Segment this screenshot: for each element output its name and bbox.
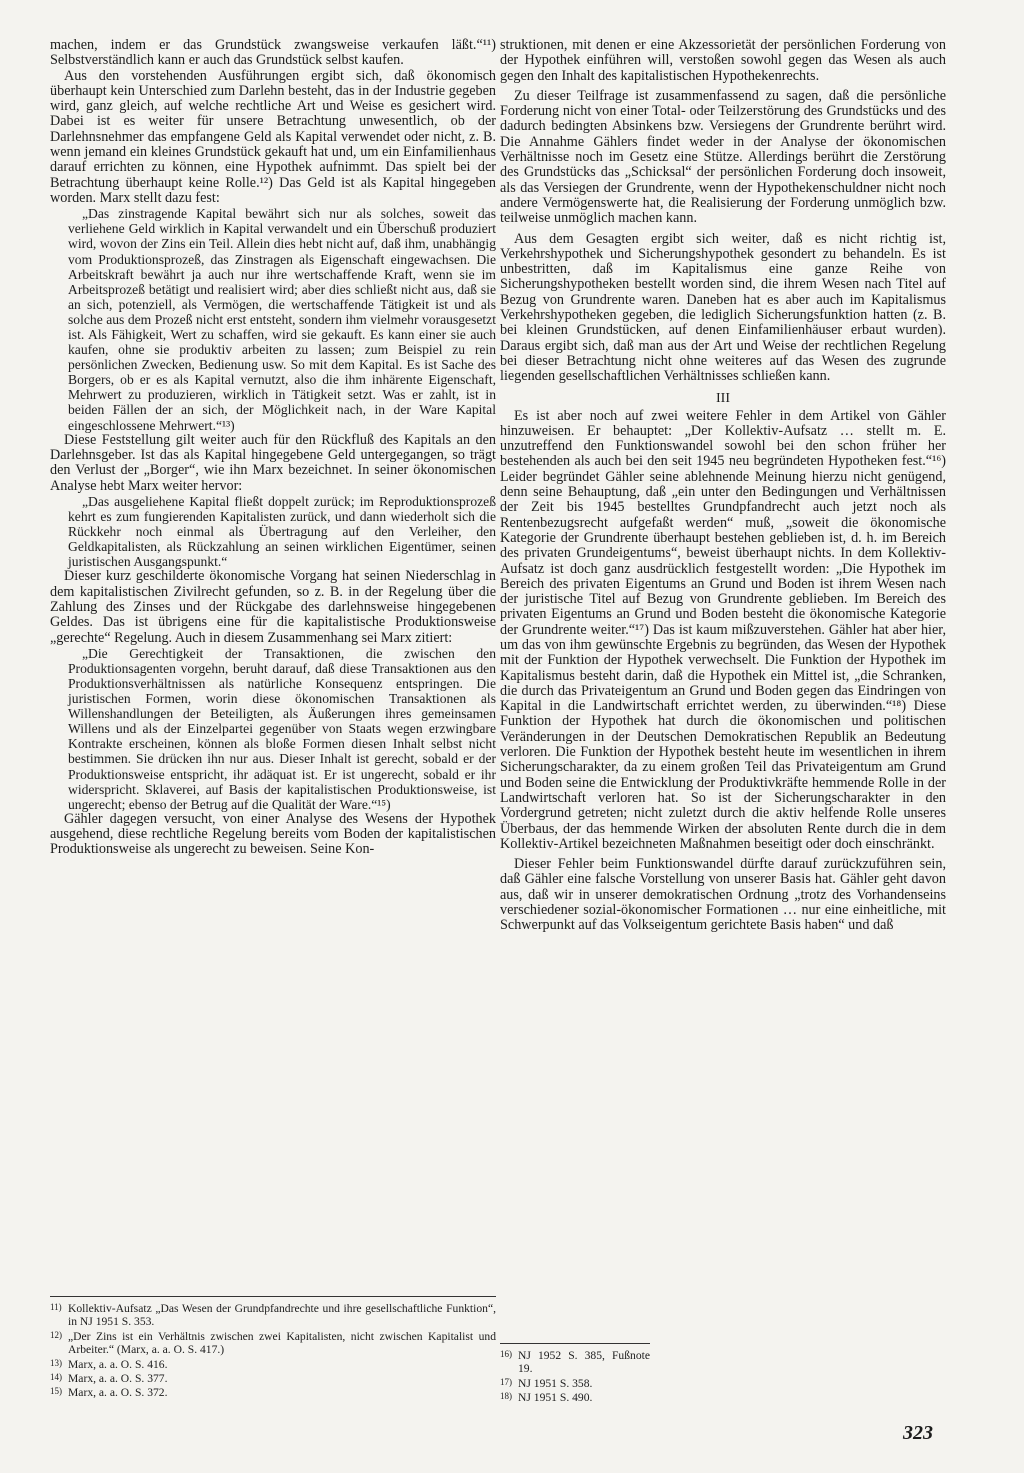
paragraph: Aus den vorstehenden Ausführungen ergibt sich, daß ökonomisch überhaupt kein Unterschied zum Darlehn besteht, das in der Industrie gegeben wird, ganz gleich, auf welche rechtliche Art und Weise es gesichert wird. Dabei ist es weiter für unsere Betrachtung unwesentlich, ob der Darlehnsnehmer das empfangene Geld als Kapital verwendet oder nicht, z. B. wenn jemand ein kleines Grundstück gekauft hat und, um ein Einfamilienhaus darauf errichten zu können, eine Hypothek aufnimmt. Das spielt bei der Betrachtung überhaupt keine Rolle.¹²) Das Geld ist als Kapital hingegeben worden. Marx stellt dazu fest: [50, 67, 496, 206]
footnotes-left [50, 1296, 496, 1400]
footnote-number: 14) [50, 1372, 62, 1383]
footnote-number: 17) [500, 1376, 512, 1387]
footnote [50, 1385, 496, 1399]
footnote [50, 1357, 496, 1371]
footnote-text: NJ 1951 S. 490. [518, 1391, 593, 1405]
footnotes-right [500, 1343, 650, 1405]
section-heading: III [716, 390, 730, 406]
left-column [50, 38, 496, 858]
block-quote: „Die Gerechtigkeit der Transaktionen, die zwischen den Produktionsagenten vorgehn, beruht darauf, daß diese Transaktionen aus den Produktionsverhältnissen als natürliche Konsequenz entspringen. Die juristischen Formen, worin diese ökonomischen Transaktionen als Willenshandlungen der Beteiligten, als Äußerungen ihres gemeinsamen Willens und als der Einzelpartei gegenüber von Staats wegen erzwingbare Kontrakte erscheinen, können als bloße Formen diesen Inhalt selbst nicht bestimmen. Sie drücken ihn nur aus. Dieser Inhalt ist gerecht, sobald er der Produktionsweise entspricht, ihr adäquat ist. Er ist ungerecht, sobald er ihr widerspricht. Sklaverei, auf Basis der kapitalistischen Produktionsweise, ist ungerecht; ebenso der Betrug auf die Qualität der Ware.“¹⁵) [68, 645, 496, 812]
paragraph: Diese Feststellung gilt weiter auch für den Rückfluß des Kapitals an den Darlehnsgeber. Ist das als Kapital hingegebene Geld untergegangen, so trägt den Verlust der „Borger“, wie ihn Marx bezeichnet. In seiner ökonomischen Analyse hebt Marx weiter hervor: [50, 431, 496, 494]
footnote [50, 1301, 496, 1329]
footnote-number: 16) [500, 1349, 512, 1359]
footnote-number: 18) [500, 1391, 512, 1402]
footnote [50, 1329, 496, 1357]
footnote-text: Kollektiv-Aufsatz „Das Wesen der Grundpfandrechte und ihre gesellschaftliche Funktion“, in NJ 1951 S. 353. [68, 1302, 496, 1329]
footnote [500, 1390, 650, 1404]
footnote [50, 1371, 496, 1385]
footnote-text: Marx, a. a. O. S. 416. [68, 1357, 168, 1371]
footnote-number: 13) [50, 1357, 62, 1368]
paragraph: struktionen, mit denen er eine Akzessorietät der persönlichen Forderung von der Hypothek einführen will, verstoßen sowohl gegen das Wesen als auch gegen den Inhalt des kapitalistischen Hypothekenrechts. [500, 37, 946, 84]
page-number: 323 [903, 1422, 933, 1444]
footnote-text: NJ 1951 S. 358. [518, 1376, 593, 1390]
paragraph: Dieser kurz geschilderte ökonomische Vorgang hat seinen Niederschlag in dem kapitalistischen Zivilrecht gefunden, so z. B. in der Regelung über die Zahlung des Zinses und der Rückgabe des darlehnsweise hingegebenen Geldes. Das ist übrigens eine für die kapitalistische Produktionsweise „gerechte“ Regelung. Auch in diesem Zusammenhang sei Marx zitiert: [50, 568, 496, 646]
footnote [500, 1376, 650, 1390]
right-column [500, 38, 946, 934]
block-quote: „Das zinstragende Kapital bewährt sich nur als solches, soweit das verliehene Geld wirklich in Kapital verwandelt und ein Überschuß produziert wird, wovon der Zins ein Teil. Allein dies hebt nicht auf, daß ihm, unabhängig vom Produktionsprozeß, das Zinstragen als Eigenschaft eingewachsen. Die Arbeitskraft bewährt ja auch nur ihre wertschaffende Kraft, wenn sie im Arbeitsprozeß betätigt und realisiert wird; aber dies schließt nicht aus, daß sie an sich, potenziell, als Vermögen, die wertschaffende Tätigkeit ist und als solche aus dem Prozeß nicht erst entsteht, sondern ihm vielmehr vorausgesetzt ist. Als Fähigkeit, Wert zu schaffen, wird sie gekauft. Es kann einer sie auch kaufen, ohne sie produktiv arbeiten zu lassen; zum Beispiel zu rein persönlichen Zwecken, Bedienung usw. So mit dem Kapital. Es ist Sache des Borgers, ob er es als Kapital vernutzt, also die ihm inhärente Eigenschaft, Mehrwert zu produzieren, wirklich in Tätigkeit setzt. Was er zahlt, ist in beiden Fällen der an sich, der Möglichkeit nach, in der Ware Kapital eingeschlossene Mehrwert.“¹³) [68, 206, 496, 433]
paragraph: Es ist aber noch auf zwei weitere Fehler in dem Artikel von Gähler hinzuweisen. Er behauptet: „Der Kollektiv-Aufsatz … stellt m. E. unzutreffend den Funktionswandel sowohl bei den schon früher her bestehenden als auch bei den seit 1945 neu begründeten Hypotheken fest.“¹⁶) Leider begründet Gähler seine ablehnende Meinung hierzu nicht genügend, denn seine Behauptung, daß „ein unter den Bedingungen und Verhältnissen der Zeit bis 1945 bestelltes Grundpfandrecht auch jetzt noch als Rentenbezugsrecht aufgefaßt werden“ muß, „soweit die ökonomische Kategorie der Grundrente überhaupt bestehen geblieben ist, d. h. im Bereich des privaten Grundeigentums“, beweist überhaupt nichts. In dem Kollektiv-Aufsatz ist doch ganz ausdrücklich festgestellt worden: „Die Hypothek im Bereich des privaten Eigentums an Grund und Boden ist ihrem Wesen nach der juristische Titel auf Bezug von Grundrente geblieben. Im Bereich des privaten Eigentums an Grund und Boden besteht die ökonomische Kategorie der Grundrente weiter.“¹⁷) Das ist kaum mißzuverstehen. Gähler hat aber hier, um das von ihm gewünschte Ergebnis zu begründen, das Wesen der Hypothek mit der Funktion der Hypothek verwechselt. Die Funktion der Hypothek im Kapitalismus besteht darin, daß die Hypothek ein Mittel ist, „die Schranken, die durch das Privateigentum an Grund und Boden gegen das Eindringen von Kapital in die Landwirtschaft errichtet werden, zu überwinden.“¹⁸) Diese Funktion der Hypothek hat durch die ökonomischen und politischen Veränderungen in der Deutschen Demokratischen Republik an Bedeutung verloren. Die Funktion der Hypothek besteht heute im wesentlichen in ihrem Sicherungscharakter, da zu einem großen Teil das Privateigentum am Grund und Boden seine die Entwicklung der Produktivkräfte hemmende Rolle in der Landwirtschaft verloren hat. So ist der Sicherungscharakter in den Vordergrund getreten; nicht zuletzt durch die aktiv helfende Rolle unseres Überbaus, der das hemmende Wirken der absoluten Rente durch die in dem Kollektiv-Artikel bezeichneten Maßnahmen beseitigt oder doch einschränkt. [500, 407, 946, 852]
footnote-text: Marx, a. a. O. S. 377. [68, 1372, 168, 1386]
paragraph: Aus dem Gesagten ergibt sich weiter, daß es nicht richtig ist, Verkehrshypothek und Sicherungshypothek gesondert zu behandeln. Es ist unbestritten, daß im Kapitalismus eine ganze Reihe von Sicherungshypotheken bestellt worden sind, die ihrem Wesen nach Titel auf Bezug von Grundrente waren. Daneben hat es aber auch im Kapitalismus Verkehrshypotheken gegeben, die lediglich Sicherungsfunktion hatten (z. B. bei kleinen Grundstücken, auf denen Einfamilienhäuser erbaut wurden). Daraus ergibt sich, daß man aus der Art und Weise der rechtlichen Regelung bei dieser Betrachtung nicht ohne weiteres auf das Wesen des zugrunde liegenden gesellschaftlichen Verhältnisses schließen kann. [500, 230, 946, 385]
block-quote: „Das ausgeliehene Kapital fließt doppelt zurück; im Reproduktionsprozeß kehrt es zum fungierenden Kapitalisten zurück, und dann wiederholt sich die Rückkehr noch einmal als Übertragung auf den Verleiher, den Geldkapitalisten, als Rückzahlung an seinen wirklichen Eigentümer, seinen juristischen Ausgangspunkt.“ [68, 493, 496, 570]
paragraph: Zu dieser Teilfrage ist zusammenfassend zu sagen, daß die persönliche Forderung nicht von einer Total- oder Teilzerstörung des Grundstücks und des dadurch bedingten Absinkens bzw. Versiegens der Grundrente berührt wird. Die Annahme Gählers findet weder in der Analyse der ökonomischen Verhältnisse noch im Gesetz eine Stütze. Allerdings berührt die Zerstörung des Grundstücks das „Schicksal“ der persönlichen Forderung doch insoweit, als das Versiegen der Grundrente, wenn der Hypothekenschuldner nicht noch andere Vermögenswerte hat, die Realisierung der Forderung unmöglich bzw. teilweise unmöglich machen kann. [500, 87, 946, 227]
footnote-number: 15) [50, 1386, 62, 1397]
footnote [500, 1348, 650, 1376]
paragraph: Dieser Fehler beim Funktionswandel dürfte darauf zurückzuführen sein, daß Gähler eine falsche Vorstellung von unserer Basis hat. Gähler geht davon aus, daß wir in unserer demokratischen Ordnung „trotz des Vorhandenseins verschiedener sozial-ökonomischer Formationen … nur eine einheitliche, mit Schwerpunkt auf das Volkseigentum gerichtete Basis haben“ und daß [500, 856, 946, 934]
footnote-number: 12) [50, 1329, 62, 1340]
paragraph: Gähler dagegen versucht, von einer Analyse des Wesens der Hypothek ausgehend, diese rechtliche Regelung bereits vom Boden der kapitalistischen Produktionsweise als ungerecht zu beweisen. Seine Kon- [50, 810, 496, 858]
paragraph: machen, indem er das Grundstück zwangsweise verkaufen läßt.“¹¹) Selbstverständlich kann er auch das Grundstück selbst kaufen. [50, 37, 496, 69]
footnote-number: 11) [50, 1302, 62, 1312]
footnote-text: Marx, a. a. O. S. 372. [68, 1386, 168, 1400]
footnote-text: NJ 1952 S. 385, Fußnote 19. [518, 1349, 650, 1376]
footnote-text: „Der Zins ist ein Verhältnis zwischen zwei Kapitalisten, nicht zwischen Kapitalist und Arbeiter.“ (Marx, a. a. O. S. 417.) [68, 1329, 496, 1357]
